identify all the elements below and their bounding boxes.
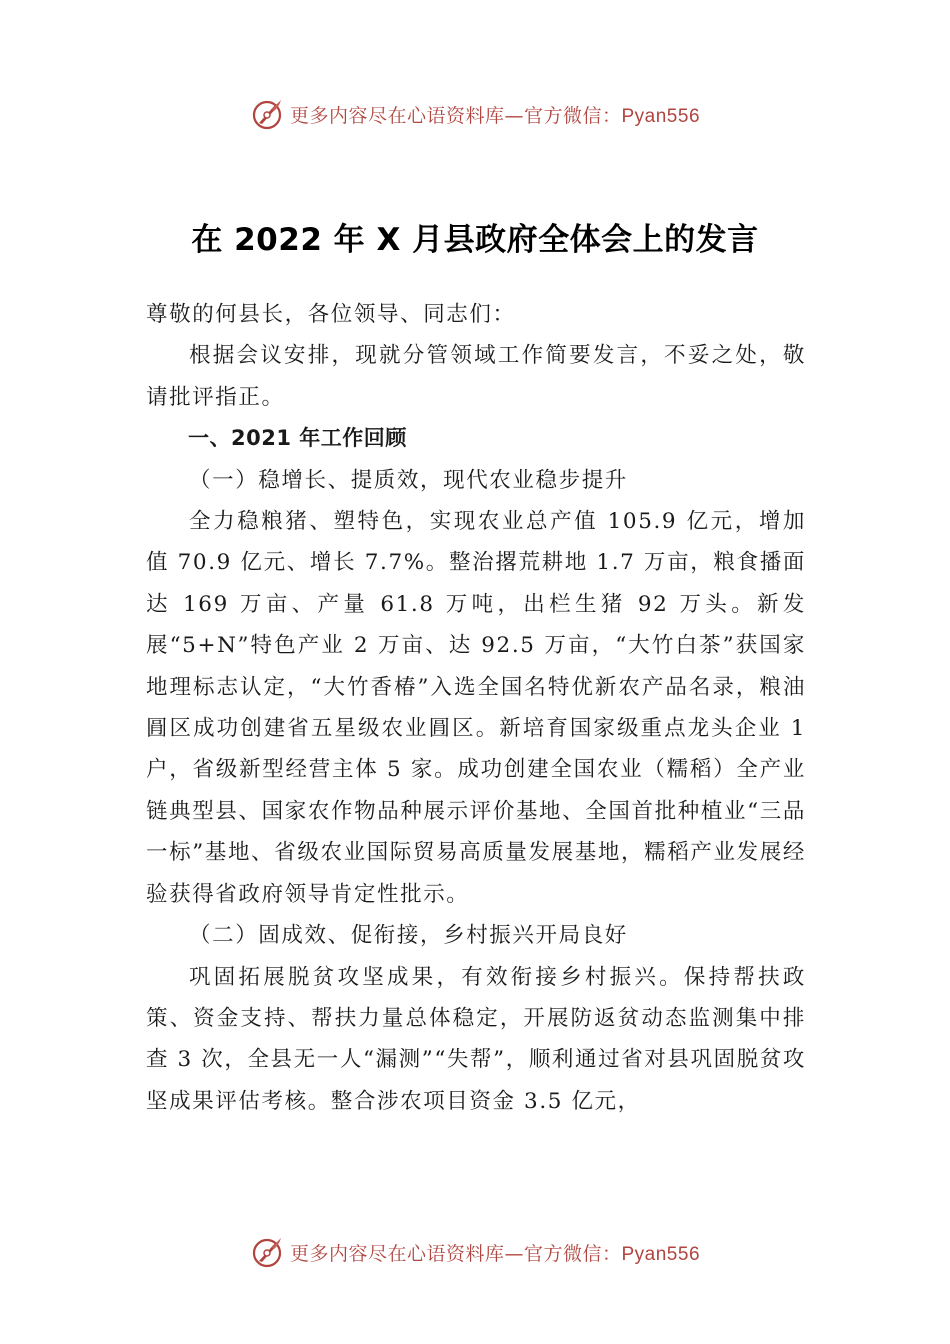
quill-circle-icon [250,1235,284,1269]
quill-circle-icon [250,97,284,131]
subsection-heading: （二）固成效、促衔接，乡村振兴开局良好 [189,923,628,949]
document-title: 在 2022 年 X 月县政府全体会上的发言 [191,222,759,258]
watermark-text: 更多内容尽在心语资料库—官方微信： [289,1242,622,1265]
paragraph: 巩固拓展脱贫攻坚成果，有效衔接乡村振兴。保持帮扶政策、资金支持、帮扶力量总体稳定，开展防返贫动态监测集中排查 3 次，全县无一人“漏测”“失帮”，顺利通过省对县巩固脱贫攻坚成果评估考核。整合涉农项目资金 3.5 亿元， [146,964,807,1114]
paragraph: 全力稳粮猪、塑特色，实现农业总产值 105.9 亿元，增加值 70.9 亿元、增长 7.7%。整治撂荒耕地 1.7 万亩，粮食播面达 169 万亩、产量 61.8 万吨，出栏生猪 92 万头。新发展“5+N”特色产业 2 万亩、达 92.5 万亩，“大竹白茶”获国家地理标志认定，“大竹香椿”入选全国名特优新农产品名录，粮油㘣区成功创建省五星级农业㘣区。新培育国家级重点龙头企业 1 户，省级新型经营主体 5 家。成功创建全国农业（糯稻）全产业链典型县、国家农作物品种展示评价基地、全国首批种植业“三品一标”基地、省级农业国际贸易高质量发展基地，糯稻产业发展经验获得省政府领导肯定性批示。 [146,509,806,907]
section-heading: 一、2021 年工作回顾 [188,426,407,451]
watermark-id: Pyan556 [621,1243,701,1265]
subsection-heading: （一）稳增长、提质效，现代农业稳步提升 [189,467,628,493]
header-watermark [0,94,950,134]
footer-watermark [0,1232,950,1272]
intro-paragraph: 根据会议安排，现就分管领域工作简要发言，不妥之处，敬请批评指正。 [146,343,806,410]
watermark-text: 更多内容尽在心语资料库—官方微信： [289,104,622,127]
document-body [146,294,806,1122]
salutation: 尊敬的何县长，各位领导、同志们： [146,302,516,327]
watermark-id: Pyan556 [621,105,701,127]
